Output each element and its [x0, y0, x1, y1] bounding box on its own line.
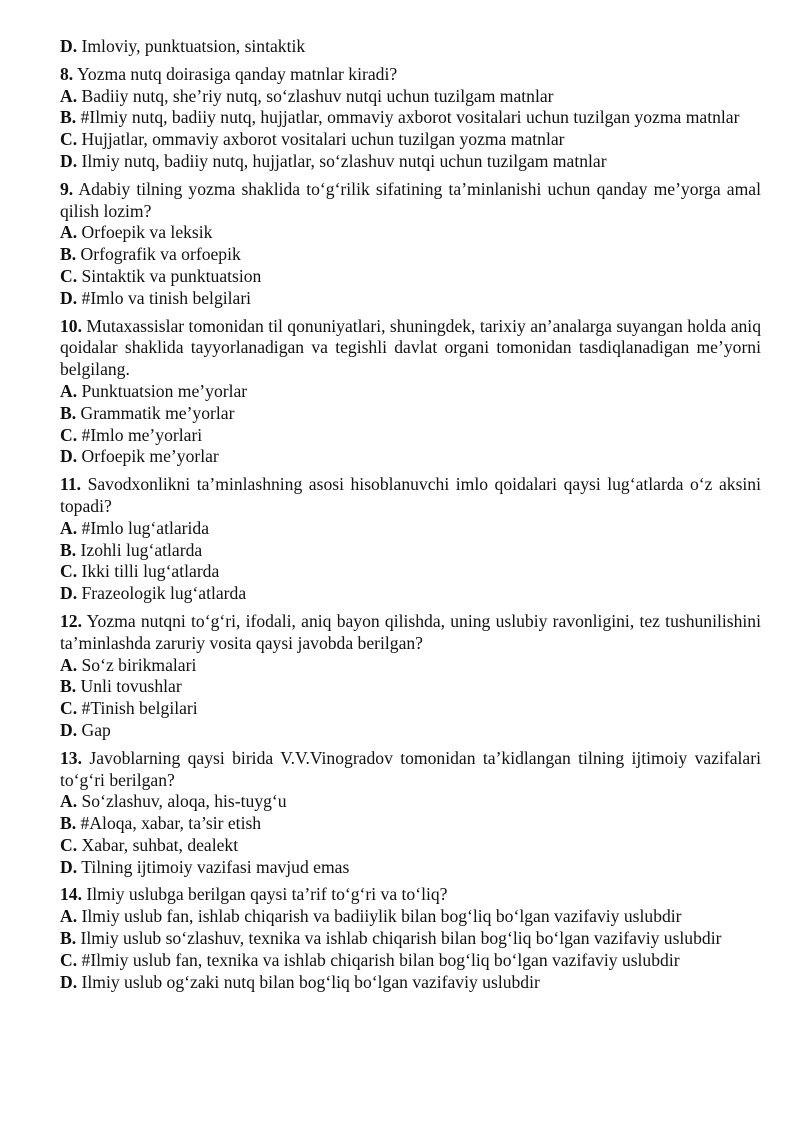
option-row: [60, 676, 761, 698]
question-text: Adabiy tilning yozma shaklida to‘g‘rilik sifatining ta’minlanishi uchun qanday me’yorga amal qilish lozim?: [60, 178, 761, 221]
question-stem: [60, 64, 761, 86]
option-letter: D.: [60, 971, 78, 992]
option-text: Ikki tilli lug‘atlarda: [81, 561, 220, 582]
option-letter: B.: [60, 244, 77, 265]
option-row: [60, 222, 761, 244]
option-letter: A.: [60, 85, 78, 106]
option-letter: A.: [60, 517, 78, 538]
option-letter: B.: [60, 928, 77, 949]
option-text: Hujjatlar, ommaviy axborot vositalari uchun tuzilgan yozma matnlar: [81, 129, 565, 150]
option-text: #Aloqa, xabar, ta’sir etish: [80, 813, 262, 834]
question-number: 10.: [60, 315, 82, 336]
option-text: Orfografik va orfoepik: [80, 244, 241, 265]
option-text: #Ilmiy nutq, badiiy nutq, hujjatlar, ommaviy axborot vositalari uchun tuzilgan yozma matnlar: [80, 107, 740, 128]
option-text: So‘zlashuv, aloqa, his-tuyg‘u: [81, 791, 287, 812]
option-letter: B.: [60, 107, 77, 128]
option-row: [60, 540, 761, 562]
option-row: [60, 425, 761, 447]
option-text: #Imlo me’yorlari: [81, 424, 203, 445]
option-letter: A.: [60, 906, 78, 927]
option-row: [60, 381, 761, 403]
question-number: 11.: [60, 474, 82, 495]
option-row: [60, 583, 761, 605]
option-letter: D.: [60, 719, 78, 740]
option-row: [60, 518, 761, 540]
option-letter: D.: [60, 446, 78, 467]
question-9: [60, 179, 761, 310]
option-letter: A.: [60, 380, 78, 401]
option-row: [60, 813, 761, 835]
option-row: [60, 835, 761, 857]
option-letter: D.: [60, 856, 78, 877]
option-letter: D.: [60, 150, 78, 171]
question-number: 14.: [60, 884, 82, 905]
option-row: [60, 655, 761, 677]
option-row: [60, 107, 761, 129]
question-10: [60, 316, 761, 469]
option-text: Xabar, suhbat, dealekt: [81, 834, 239, 855]
question-text: Ilmiy uslubga berilgan qaysi ta’rif to‘g‘ri va to‘liq?: [86, 884, 448, 905]
option-text: Orfoepik va leksik: [81, 222, 213, 243]
option-text: Ilmiy uslub og‘zaki nutq bilan bog‘liq bo‘lgan vazifaviy uslubdir: [81, 971, 540, 992]
option-letter: C.: [60, 834, 78, 855]
option-text: #Tinish belgilari: [81, 698, 198, 719]
option-row: [60, 86, 761, 108]
option-text: Badiiy nutq, she’riy nutq, so‘zlashuv nutqi uchun tuzilgam matnlar: [81, 85, 554, 106]
option-letter: B.: [60, 813, 77, 834]
option-letter: C.: [60, 949, 78, 970]
question-12: [60, 611, 761, 742]
question-stem: [60, 316, 761, 381]
question-stem: [60, 611, 761, 655]
option-text: #Ilmiy uslub fan, texnika va ishlab chiqarish bilan bog‘liq bo‘lgan vazifaviy uslubdir: [81, 949, 680, 970]
option-text: Frazeologik lug‘atlarda: [81, 583, 247, 604]
question-14: [60, 884, 761, 993]
question-text: Savodxonlikni ta’minlashning asosi hisoblanuvchi imlo qoidalari qaysi lug‘atlarda o‘z aksini topadi?: [60, 474, 761, 516]
test-page: [60, 36, 761, 993]
question-text: Mutaxassislar tomonidan til qonuniyatlari, shuningdek, tarixiy an’analarga suyangan holda aniq qoidalar shaklida tayyorlanadigan va tegishli davlat organi tomonidan tasdiqlanadigan me’yorni belgilang.: [60, 315, 761, 380]
option-letter: B.: [60, 402, 77, 423]
option-letter: A.: [60, 222, 78, 243]
question-number: 12.: [60, 610, 82, 631]
option-text: Imloviy, punktuatsion, sintaktik: [81, 36, 306, 56]
option-letter: A.: [60, 654, 78, 675]
option-letter: B.: [60, 676, 77, 697]
option-text: Ilmiy nutq, badiiy nutq, hujjatlar, so‘zlashuv nutqi uchun tuzilgam matnlar: [81, 150, 607, 171]
option-letter: A.: [60, 791, 78, 812]
option-letter: B.: [60, 539, 77, 560]
question-stem: [60, 748, 761, 792]
option-row: [60, 403, 761, 425]
option-text: Tilning ijtimoiy vazifasi mavjud emas: [81, 856, 350, 877]
option-row: [60, 288, 761, 310]
option-row: [60, 720, 761, 742]
question-text: Yozma nutq doirasiga qanday matnlar kiradi?: [76, 63, 398, 84]
option-letter: C.: [60, 561, 78, 582]
option-text: #Imlo va tinish belgilari: [81, 287, 252, 308]
question-stem: [60, 474, 761, 518]
option-row: [60, 561, 761, 583]
option-row: [60, 151, 761, 173]
option-row: [60, 906, 761, 928]
option-row: [60, 266, 761, 288]
option-row: [60, 928, 761, 950]
option-letter: C.: [60, 265, 78, 286]
option-row: [60, 972, 761, 994]
option-letter: C.: [60, 698, 78, 719]
option-row: [60, 698, 761, 720]
option-text: Ilmiy uslub so‘zlashuv, texnika va ishlab chiqarish bilan bog‘liq bo‘lgan vazifaviy uslubdir: [80, 928, 722, 949]
option-row: [60, 36, 761, 58]
question-number: 13.: [60, 747, 82, 768]
option-row: [60, 244, 761, 266]
option-letter: C.: [60, 129, 78, 150]
option-row: [60, 446, 761, 468]
option-text: Izohli lug‘atlarda: [80, 539, 203, 560]
option-letter: C.: [60, 424, 78, 445]
option-text: Orfoepik me’yorlar: [81, 446, 219, 467]
question-text: Yozma nutqni to‘g‘ri, ifodali, aniq bayon qilishda, uning uslubiy ravonligini, tez tushunilishini ta’minlashda zaruriy vosita qaysi javobda berilgan?: [60, 610, 761, 653]
option-text: Ilmiy uslub fan, ishlab chiqarish va badiiylik bilan bog‘liq bo‘lgan vazifaviy uslubdir: [81, 906, 682, 927]
option-letter: D.: [60, 36, 78, 56]
question-13: [60, 748, 761, 879]
option-text: So‘z birikmalari: [81, 654, 197, 675]
question-text: Javoblarning qaysi birida V.V.Vinogradov tomonidan ta’kidlangan tilning ijtimoiy vazifalari to‘g‘ri berilgan?: [60, 747, 761, 790]
option-text: Grammatik me’yorlar: [80, 402, 235, 423]
question-number: 9.: [60, 178, 74, 199]
option-letter: D.: [60, 287, 78, 308]
option-text: Sintaktik va punktuatsion: [81, 265, 262, 286]
question-11: [60, 474, 761, 605]
option-row: [60, 129, 761, 151]
option-row: [60, 857, 761, 879]
question-number: 8.: [60, 63, 74, 84]
option-text: Unli tovushlar: [80, 676, 182, 697]
option-row: [60, 791, 761, 813]
question-stem: [60, 179, 761, 223]
question-8: [60, 64, 761, 173]
option-text: Punktuatsion me’yorlar: [81, 380, 248, 401]
option-letter: D.: [60, 583, 78, 604]
question-stem: [60, 884, 761, 906]
option-row: [60, 950, 761, 972]
option-text: Gap: [81, 719, 111, 740]
question-7-continuation: [60, 36, 761, 58]
option-text: #Imlo lug‘atlarida: [81, 517, 210, 538]
